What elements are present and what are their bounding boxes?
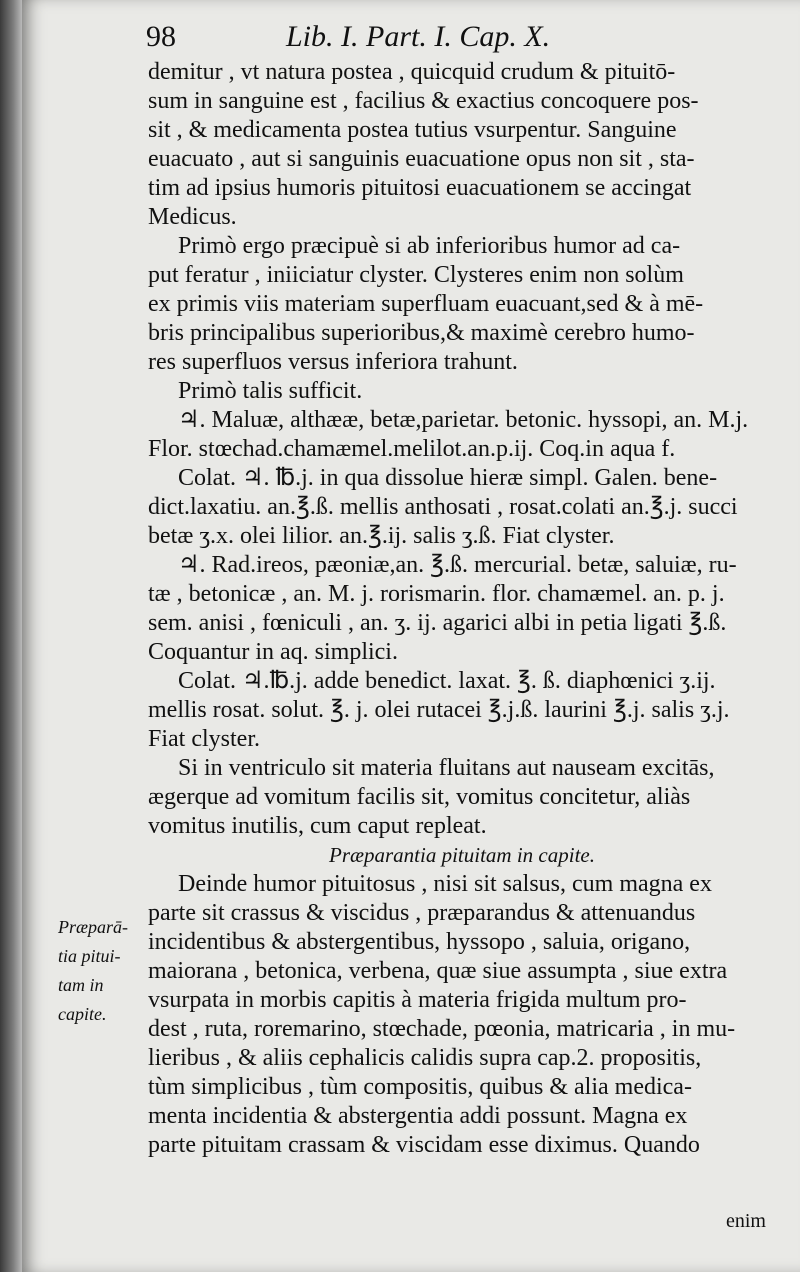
text-line: sem. anisi , fœniculi , an. ʒ. ij. agarici albi in petia ligati ℥.ß. bbox=[148, 610, 727, 636]
text-line: ex primis viis materiam superfluam euacuant,sed & à mē- bbox=[148, 291, 704, 317]
text-line: dict.laxatiu. an.℥.ß. mellis anthosati , rosat.colati an.℥.j. succi bbox=[148, 494, 738, 520]
marginal-note-line: tia pitui- bbox=[58, 946, 121, 966]
text-line: maiorana , betonica, verbena, quæ siue assumpta , siue extra bbox=[148, 958, 728, 984]
page-header bbox=[146, 20, 636, 60]
text-line: sit , & medicamenta postea tutius vsurpentur. Sanguine bbox=[148, 117, 677, 143]
marginal-note-line: capite. bbox=[58, 1004, 107, 1024]
section-heading: Præparantia pituitam in capite. bbox=[329, 843, 595, 867]
marginal-note bbox=[58, 913, 150, 1029]
text-line: sum in sanguine est , facilius & exactius concoquere pos- bbox=[148, 88, 699, 114]
text-line: menta incidentia & abstergentia addi possunt. Magna ex bbox=[148, 1103, 688, 1129]
text-line: Deinde humor pituitosus , nisi sit salsus, cum magna ex bbox=[178, 871, 712, 897]
text-line: ♃. Rad.ireos, pæoniæ,an. ℥.ß. mercurial. betæ, saluiæ, ru- bbox=[178, 552, 737, 578]
marginal-note-line: tam in bbox=[58, 975, 104, 995]
text-line: Flor. stœchad.chamæmel.melilot.an.p.ij. Coq.in aqua f. bbox=[148, 436, 676, 462]
text-line: Coquantur in aq. simplici. bbox=[148, 639, 398, 665]
text-line: incidentibus & abstergentibus, hyssopo , saluia, origano, bbox=[148, 929, 691, 955]
running-title: Lib. I. Part. I. Cap. X. bbox=[286, 20, 551, 53]
text-line: tùm simplicibus , tùm compositis, quibus & alia medica- bbox=[148, 1074, 692, 1100]
text-line: demitur , vt natura postea , quicquid crudum & pituitō- bbox=[148, 59, 676, 85]
book-gutter bbox=[0, 0, 22, 1272]
text-line: parte pituitam crassam & viscidam esse diximus. Quando bbox=[148, 1132, 700, 1158]
text-line: euacuato , aut si sanguinis euacuatione opus non sit , sta- bbox=[148, 146, 695, 172]
text-line: Fiat clyster. bbox=[148, 726, 260, 752]
text-line: Primò ergo præcipuè si ab inferioribus humor ad ca- bbox=[178, 233, 681, 259]
marginal-note-line: Præparā- bbox=[58, 917, 129, 937]
text-line: bris principalibus superioribus,& maximè cerebro humo- bbox=[148, 320, 695, 346]
text-line: tim ad ipsius humoris pituitosi euacuationem se accingat bbox=[148, 175, 692, 201]
text-line: put feratur , iniiciatur clyster. Clysteres enim non solùm bbox=[148, 262, 684, 288]
text-line: Colat. ♃. ℔.j. in qua dissolue hieræ simpl. Galen. bene- bbox=[178, 465, 718, 491]
page-number: 98 bbox=[146, 20, 176, 53]
text-line: tæ , betonicæ , an. M. j. rorismarin. flor. chamæmel. an. p. j. bbox=[148, 581, 725, 607]
text-line: Si in ventriculo sit materia fluitans aut nauseam excitās, bbox=[178, 755, 715, 781]
text-line: ægerque ad vomitum facilis sit, vomitus concitetur, aliàs bbox=[148, 784, 691, 810]
text-line: vomitus inutilis, cum caput repleat. bbox=[148, 813, 487, 839]
text-line: ♃. Maluæ, althææ, betæ,parietar. betonic. hyssopi, an. M.j. bbox=[178, 407, 749, 433]
text-line: parte sit crassus & viscidus , præparandus & attenuandus bbox=[148, 900, 696, 926]
text-line: vsurpata in morbis capitis à materia frigida multum pro- bbox=[148, 987, 687, 1013]
catchword: enim bbox=[726, 1210, 766, 1232]
text-line: Colat. ♃.℔.j. adde benedict. laxat. ℥. ß. diaphœnici ʒ.ij. bbox=[178, 668, 716, 694]
text-line: betæ ʒ.x. olei lilior. an.℥.ij. salis ʒ.ß. Fiat clyster. bbox=[148, 523, 615, 549]
text-line: Primò talis sufficit. bbox=[178, 378, 363, 404]
text-line: dest , ruta, roremarino, stœchade, pœonia, matricaria , in mu- bbox=[148, 1016, 736, 1042]
body-text bbox=[148, 58, 776, 1160]
text-line: res superfluos versus inferiora trahunt. bbox=[148, 349, 518, 375]
text-line: lieribus , & aliis cephalicis calidis supra cap.2. propositis, bbox=[148, 1045, 702, 1071]
text-line: Medicus. bbox=[148, 204, 237, 230]
text-line: mellis rosat. solut. ℥. j. olei rutacei ℥.j.ß. laurini ℥.j. salis ʒ.j. bbox=[148, 697, 730, 723]
